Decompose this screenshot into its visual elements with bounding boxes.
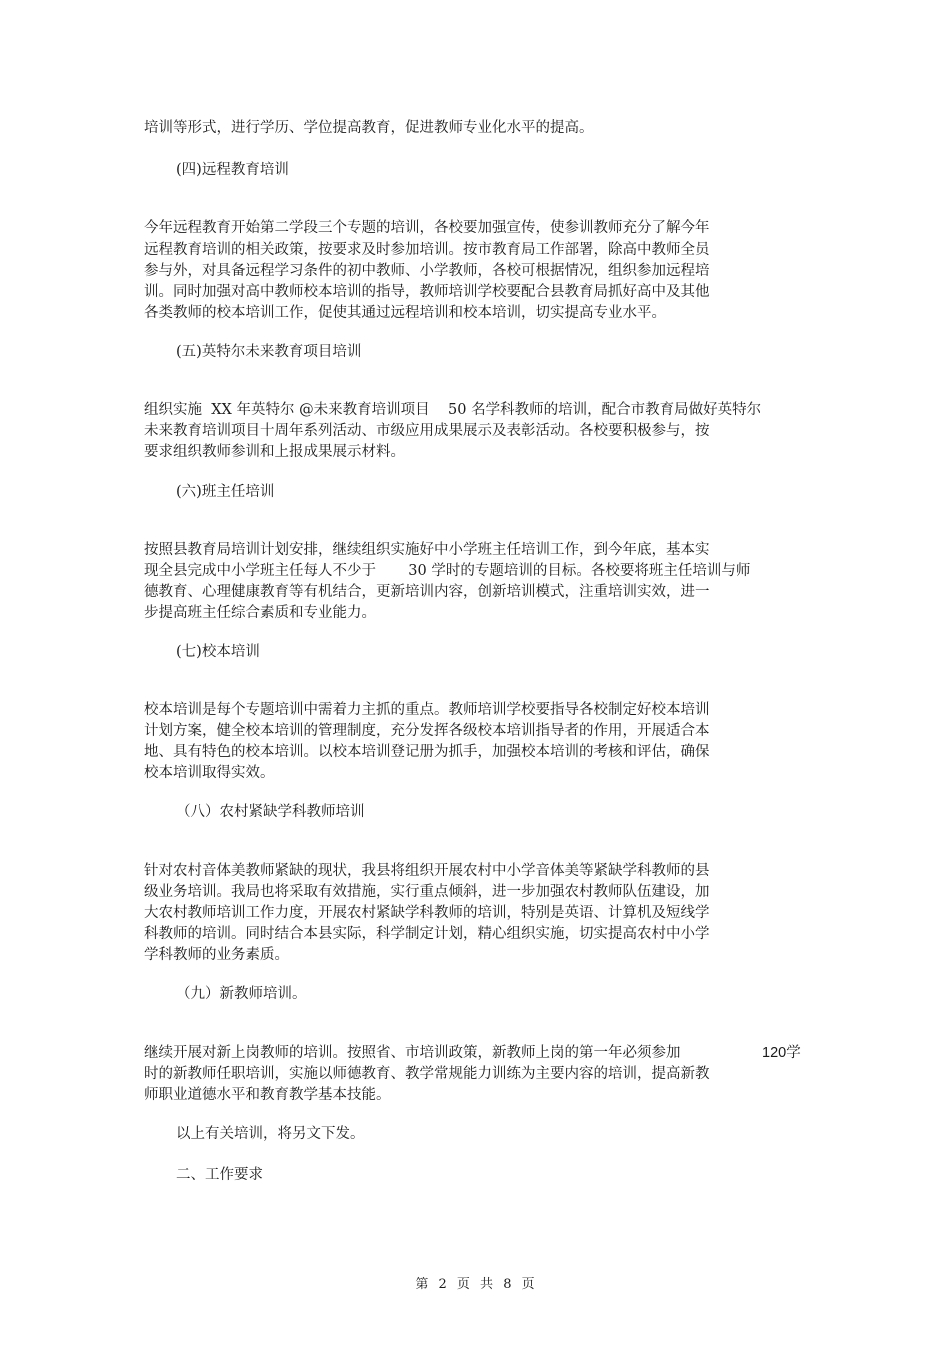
section-heading-4: (四)远程教育培训 xyxy=(176,162,289,178)
paragraph-line: 各类教师的校本培训工作，促使其通过远程培训和校本培训，切实提高专业水平。 xyxy=(144,305,666,321)
paragraph-line: 大农村教师培训工作力度，开展农村紧缺学科教师的培训，特别是英语、计算机及短线学 xyxy=(144,905,710,921)
section-heading-5: (五)英特尔未来教育项目培训 xyxy=(176,344,362,360)
page-footer: 第 2 页 共 8 页 xyxy=(415,1277,535,1292)
paragraph-line: 今年远程教育开始第二学段三个专题的培训，各校要加强宣传，使参训教师充分了解今年 xyxy=(144,220,710,236)
paragraph-line: 步提高班主任综合素质和专业能力。 xyxy=(144,605,376,621)
paragraph-line: 训。同时加强对高中教师校本培训的指导，教师培训学校要配合县教育局抓好高中及其他 xyxy=(144,284,710,300)
section-heading-2: 二、工作要求 xyxy=(176,1167,263,1183)
paragraph-line: 时的新教师任职培训，实施以师德教育、教学常规能力训练为主要内容的培训，提高新教 xyxy=(144,1066,710,1082)
paragraph-line-tail: 120学 xyxy=(762,1045,801,1061)
paragraph-line: 校本培训是每个专题培训中需着力主抓的重点。教师培训学校要指导各校制定好校本培训 xyxy=(144,702,710,718)
paragraph-line: 学科教师的业务素质。 xyxy=(144,947,289,963)
closing-note: 以上有关培训，将另文下发。 xyxy=(176,1126,365,1142)
paragraph-line: 计划方案，健全校本培训的管理制度，充分发挥各级校本培训指导者的作用，开展适合本 xyxy=(144,723,710,739)
paragraph-line: 要求组织教师参训和上报成果展示材料。 xyxy=(144,444,405,460)
paragraph-line: 现全县完成中小学班主任每人不少于 30 学时的专题培训的目标。各校要将班主任培训与师 xyxy=(144,563,751,579)
section-heading-8: （八）农村紧缺学科教师培训 xyxy=(176,804,365,820)
paragraph-line: 未来教育培训项目十周年系列活动、市级应用成果展示及表彰活动。各校要积极参与，按 xyxy=(144,423,710,439)
paragraph-line: 师职业道德水平和教育教学基本技能。 xyxy=(144,1087,391,1103)
paragraph-line: 继续开展对新上岗教师的培训。按照省、市培训政策，新教师上岗的第一年必须参加 xyxy=(144,1045,681,1061)
paragraph-line: 地、具有特色的校本培训。以校本培训登记册为抓手，加强校本培训的考核和评估，确保 xyxy=(144,744,710,760)
paragraph-line: 科教师的培训。同时结合本县实际，科学制定计划，精心组织实施，切实提高农村中小学 xyxy=(144,926,710,942)
paragraph-line: 培训等形式，进行学历、学位提高教育，促进教师专业化水平的提高。 xyxy=(144,120,594,136)
paragraph-line: 远程教育培训的相关政策，按要求及时参加培训。按市教育局工作部署，除高中教师全员 xyxy=(144,242,710,258)
paragraph-line: 级业务培训。我局也将采取有效措施，实行重点倾斜，进一步加强农村教师队伍建设，加 xyxy=(144,884,710,900)
paragraph-line: 针对农村音体美教师紧缺的现状，我县将组织开展农村中小学音体美等紧缺学科教师的县 xyxy=(144,863,710,879)
section-heading-9: （九）新教师培训。 xyxy=(176,986,307,1002)
paragraph-line: 校本培训取得实效。 xyxy=(144,765,275,781)
section-heading-6: (六)班主任培训 xyxy=(176,484,275,500)
section-heading-7: (七)校本培训 xyxy=(176,644,260,660)
paragraph-line: 按照县教育局培训计划安排，继续组织实施好中小学班主任培训工作，到今年底，基本实 xyxy=(144,542,710,558)
paragraph-line: 德教育、心理健康教育等有机结合，更新培训内容，创新培训模式，注重培训实效，进一 xyxy=(144,584,710,600)
paragraph-line: 组织实施 XX 年英特尔 @未来教育培训项目 50 名学科教师的培训，配合市教育局做好英特尔 xyxy=(144,402,762,418)
paragraph-line: 参与外，对具备远程学习条件的初中教师、小学教师，各校可根据情况，组织参加远程培 xyxy=(144,263,710,279)
